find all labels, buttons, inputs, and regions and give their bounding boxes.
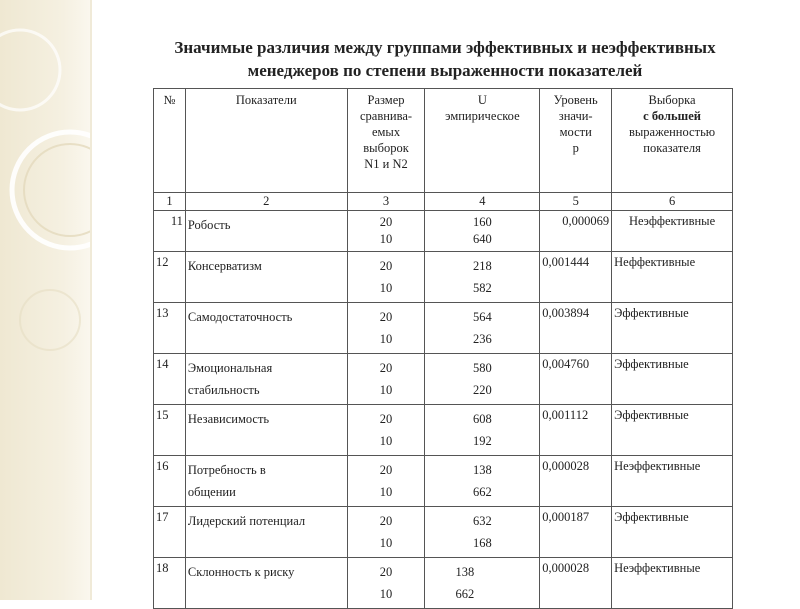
row-indicator (185, 354, 347, 405)
row-sample-size (347, 303, 425, 354)
row-u-empirical (425, 354, 540, 405)
header-u-line: U (477, 93, 487, 107)
row-significance: 0,003894 (540, 303, 612, 354)
row-indicator-line: Потребность в (187, 463, 266, 477)
row-size-n2: 10 (379, 536, 393, 550)
row-indicator-line: Независимость (187, 412, 270, 426)
results-table (153, 88, 733, 609)
row-significance: 0,004760 (540, 354, 612, 405)
row-size-n1: 20 (379, 463, 393, 477)
row-indicator-line: общении (187, 485, 236, 499)
row-size-n2: 10 (379, 332, 393, 346)
row-size-n2: 10 (379, 281, 393, 295)
header-sample-greater (612, 89, 733, 193)
header-number: № (154, 89, 186, 193)
row-u-empirical (425, 558, 540, 609)
header-indicator: Показатели (185, 89, 347, 193)
header-sample-size (347, 89, 425, 193)
row-sample-size (347, 507, 425, 558)
row-u-empirical (425, 303, 540, 354)
row-u-empirical (425, 456, 540, 507)
table-row (154, 456, 733, 507)
row-indicator (185, 303, 347, 354)
table-row (154, 405, 733, 456)
header-sample-line: с большей (643, 109, 701, 123)
row-u-value: 662 (455, 587, 475, 601)
row-u-value: 220 (472, 383, 492, 397)
row-indicator-line: Консерватизм (187, 259, 262, 273)
row-u-value: 138 (455, 565, 475, 579)
row-indicator (185, 507, 347, 558)
row-u-value: 218 (472, 259, 492, 273)
row-size-n2: 10 (379, 383, 393, 397)
row-indicator-line: Самодостаточность (187, 310, 293, 324)
row-u-empirical (425, 507, 540, 558)
row-u-empirical (425, 252, 540, 303)
row-size-n2: 10 (379, 587, 393, 601)
row-u-value: 580 (472, 361, 492, 375)
row-u-value: 640 (472, 232, 492, 246)
title-line-2: менеджеров по степени выраженности показателей (247, 61, 643, 80)
row-sample-greater: Неэффективные (612, 558, 733, 609)
row-sample-size (347, 456, 425, 507)
header-level-line: значи- (558, 109, 593, 123)
table-row (154, 507, 733, 558)
header-sample-size-line: емых (371, 125, 401, 139)
row-number: 16 (154, 456, 186, 507)
row-significance: 0,000028 (540, 558, 612, 609)
decorative-side-panel (0, 0, 90, 600)
row-number: 18 (154, 558, 186, 609)
header-sample-size-line: Размер (367, 93, 405, 107)
row-size-n1: 20 (379, 310, 393, 324)
row-indicator (185, 211, 347, 252)
row-u-value: 564 (472, 310, 492, 324)
header-significance-level (540, 89, 612, 193)
row-u-value: 608 (472, 412, 492, 426)
column-number: 4 (425, 193, 540, 211)
title-line-1: Значимые различия между группами эффективных и неэффективных (174, 38, 716, 57)
row-size-n2: 10 (379, 232, 393, 246)
row-sample-greater: Неффективные (612, 252, 733, 303)
header-sample-size-line: сравнива- (359, 109, 413, 123)
table-row (154, 252, 733, 303)
row-indicator-line: Склонность к риску (187, 565, 295, 579)
row-significance: 0,000187 (540, 507, 612, 558)
row-u-empirical (425, 211, 540, 252)
row-number: 14 (154, 354, 186, 405)
page-title (100, 36, 790, 82)
row-u-value: 160 (472, 215, 492, 229)
row-u-value: 662 (472, 485, 492, 499)
header-sample-size-line: N1 и N2 (364, 157, 408, 171)
row-u-value: 236 (472, 332, 492, 346)
decorative-rings-graphic (0, 0, 90, 600)
header-u-empirical (425, 89, 540, 193)
row-u-value: 582 (472, 281, 492, 295)
row-sample-size (347, 354, 425, 405)
row-indicator (185, 558, 347, 609)
table-row (154, 303, 733, 354)
header-level-line: p (572, 141, 579, 155)
row-u-value: 192 (472, 434, 492, 448)
row-indicator-line: Лидерский потенциал (187, 514, 306, 528)
row-indicator (185, 456, 347, 507)
row-sample-greater: Эффективные (612, 303, 733, 354)
row-number: 15 (154, 405, 186, 456)
row-sample-greater: Эффективные (612, 354, 733, 405)
row-indicator (185, 252, 347, 303)
row-indicator-line: Робость (187, 218, 231, 232)
row-significance: 0,000069 (540, 211, 612, 252)
row-sample-size (347, 252, 425, 303)
row-size-n1: 20 (379, 215, 393, 229)
row-indicator-line: стабильность (187, 383, 260, 397)
row-number: 17 (154, 507, 186, 558)
row-significance: 0,000028 (540, 456, 612, 507)
header-level-line: Уровень (553, 93, 598, 107)
row-number: 12 (154, 252, 186, 303)
column-number: 3 (347, 193, 425, 211)
row-sample-greater: Эффективные (612, 405, 733, 456)
row-u-value: 168 (472, 536, 492, 550)
row-u-empirical (425, 405, 540, 456)
row-size-n1: 20 (379, 361, 393, 375)
row-significance: 0,001112 (540, 405, 612, 456)
row-indicator (185, 405, 347, 456)
table-header-row (154, 89, 733, 193)
table-row (154, 558, 733, 609)
row-significance: 0,001444 (540, 252, 612, 303)
row-u-value: 138 (472, 463, 492, 477)
header-sample-line: Выборка (648, 93, 696, 107)
column-number: 5 (540, 193, 612, 211)
column-number: 1 (154, 193, 186, 211)
header-sample-line: показателя (643, 141, 701, 155)
row-sample-size (347, 211, 425, 252)
divider-line (90, 0, 92, 600)
row-u-value: 632 (472, 514, 492, 528)
row-sample-greater: Эффективные (612, 507, 733, 558)
row-indicator-line: Эмоциональная (187, 361, 273, 375)
table-row (154, 354, 733, 405)
column-number-row (154, 193, 733, 211)
row-size-n2: 10 (379, 434, 393, 448)
row-sample-size (347, 558, 425, 609)
row-number: 13 (154, 303, 186, 354)
header-u-line: эмпирическое (445, 109, 520, 123)
table-row (154, 211, 733, 252)
header-sample-line: выраженностью (629, 125, 716, 139)
row-size-n1: 20 (379, 259, 393, 273)
row-size-n2: 10 (379, 485, 393, 499)
row-number: 11 (154, 211, 186, 252)
row-sample-greater: Неэффективные (612, 211, 733, 252)
column-number: 6 (612, 193, 733, 211)
column-number: 2 (185, 193, 347, 211)
header-level-line: мости (559, 125, 592, 139)
row-size-n1: 20 (379, 565, 393, 579)
row-sample-size (347, 405, 425, 456)
row-size-n1: 20 (379, 514, 393, 528)
row-sample-greater: Неэффективные (612, 456, 733, 507)
header-sample-size-line: выборок (363, 141, 409, 155)
row-size-n1: 20 (379, 412, 393, 426)
